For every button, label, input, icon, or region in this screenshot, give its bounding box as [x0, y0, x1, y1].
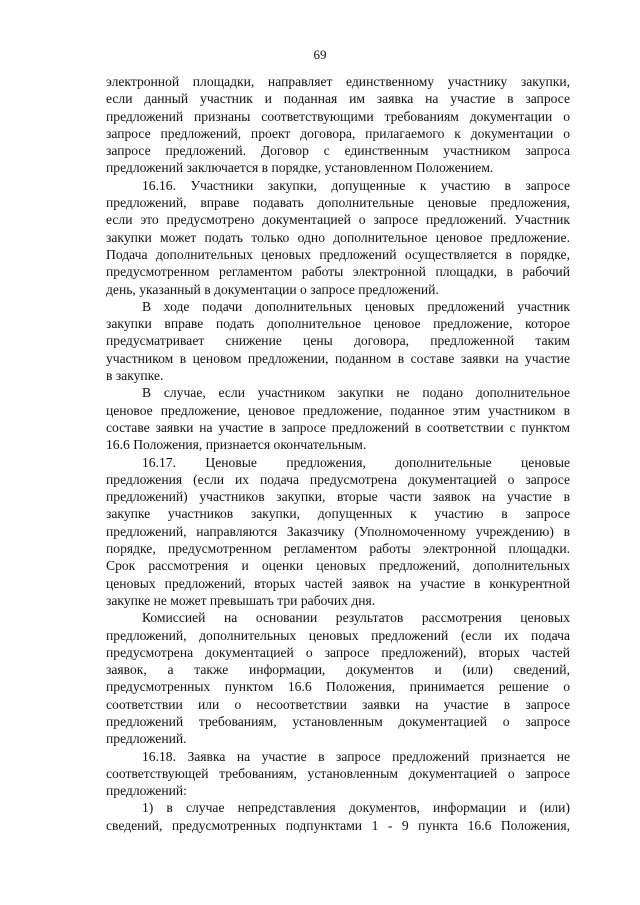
- text-line: предложения (если их подача предусмотрена документацией о запросе: [106, 471, 570, 487]
- text-line: Комиссией на основании результатов рассмотрения ценовых: [142, 610, 570, 626]
- text-line: закупки вправе подать дополнительное ценовое предложение, которое: [106, 316, 570, 332]
- text-line: запросе предложений. Договор с единственным участником запроса: [106, 143, 570, 159]
- text-line: 16.17. Ценовые предложения, дополнительные ценовые: [142, 454, 570, 470]
- text-line: порядке, предусмотренном регламентом работы электронной площадки.: [106, 541, 570, 557]
- paragraph: [106, 748, 570, 800]
- paragraph: [106, 298, 570, 384]
- paragraph: [106, 384, 570, 453]
- text-line: соответствующей требованиям, установленным документацией о запросе: [106, 765, 570, 781]
- paragraph: [106, 454, 570, 610]
- text-line: предложений) участников закупки, вторые части заявок на участие в: [106, 489, 570, 505]
- text-line: в закупке.: [106, 368, 164, 384]
- text-line: предложений, направляются Заказчику (Уполномоченному учреждению) в: [106, 523, 570, 539]
- text-line: предложений заключается в порядке, установленном Положением.: [106, 160, 494, 176]
- text-line: заявок, а также информации, документов и (или) сведений,: [106, 662, 570, 678]
- paragraph: [106, 177, 570, 298]
- text-line: если данный участник и поданная им заявка на участие в запросе: [106, 91, 570, 107]
- text-line: 16.6 Положения, признается окончательным.: [106, 437, 367, 453]
- text-line: предложений, дополнительных ценовых предложений (если их подача: [106, 627, 570, 643]
- text-line: В ходе подачи дополнительных ценовых предложений участник: [142, 298, 570, 314]
- text-line: предложений.: [106, 731, 187, 747]
- text-line: 16.18. Заявка на участие в запросе предложений признается не: [142, 748, 570, 764]
- text-line: предусматривает снижение цены договора, предложенной таким: [106, 333, 570, 349]
- text-line: закупки может подать только одно дополнительное ценовое предложение.: [106, 229, 570, 245]
- text-line: составе заявки на участие в запросе предложений в соответствии с пунктом: [106, 419, 570, 435]
- text-line: предусмотрена документацией о запросе предложений), вторых частей: [106, 644, 570, 660]
- text-line: соответствии или о несоответствии заявки на участие в запросе: [106, 696, 570, 712]
- text-line: Срок рассмотрения и оценки ценовых предложений, дополнительных: [106, 558, 570, 574]
- text-line: Подача дополнительных ценовых предложений осуществляется в порядке,: [106, 246, 570, 262]
- page-number: 69: [313, 47, 327, 62]
- paragraph: [106, 73, 570, 177]
- text-line: электронной площадки, направляет единственному участнику закупки,: [106, 74, 570, 89]
- text-line: 16.16. Участники закупки, допущенные к участию в запросе: [142, 177, 570, 193]
- paragraph: [106, 799, 570, 834]
- text-line: закупке участников закупки, допущенных к участию в запросе: [106, 506, 570, 522]
- text-line: закупке не может превышать три рабочих дня.: [106, 592, 376, 608]
- paragraph: [106, 609, 570, 747]
- text-line: 1) в случае непредставления документов, информации и (или): [142, 800, 570, 816]
- text-line: предложений требованиям, установленным документацией о запросе: [106, 713, 570, 729]
- text-line: если это предусмотрено документацией о запросе предложений. Участник: [106, 212, 570, 228]
- text-line: предложений:: [106, 783, 187, 799]
- text-line: В случае, если участником закупки не подано дополнительное: [142, 385, 570, 401]
- text-line: предусмотренном регламентом работы электронной площадки, в рабочий: [106, 264, 570, 280]
- text-line: участником в ценовом предложении, поданном в составе заявки на участие: [106, 350, 570, 366]
- text-line: сведений, предусмотренных подпунктами 1 - 9 пункта 16.6 Положения,: [106, 817, 570, 833]
- text-line: ценовое предложение, ценовое предложение, поданное этим участником в: [106, 402, 570, 418]
- text-line: день, указанный в документации о запросе предложений.: [106, 281, 439, 297]
- text-line: предложений признаны соответствующими требованиям документации о: [106, 108, 570, 124]
- text-line: предложений, вправе подавать дополнительные ценовые предложения,: [106, 195, 570, 211]
- document-body: [106, 73, 570, 834]
- text-line: ценовых предложений, вторых частей заявок на участие в конкурентной: [106, 575, 570, 591]
- text-line: запросе предложений, проект договора, прилагаемого к документации о: [106, 125, 570, 141]
- text-line: предусмотренных пунктом 16.6 Положения, принимается решение о: [106, 679, 570, 695]
